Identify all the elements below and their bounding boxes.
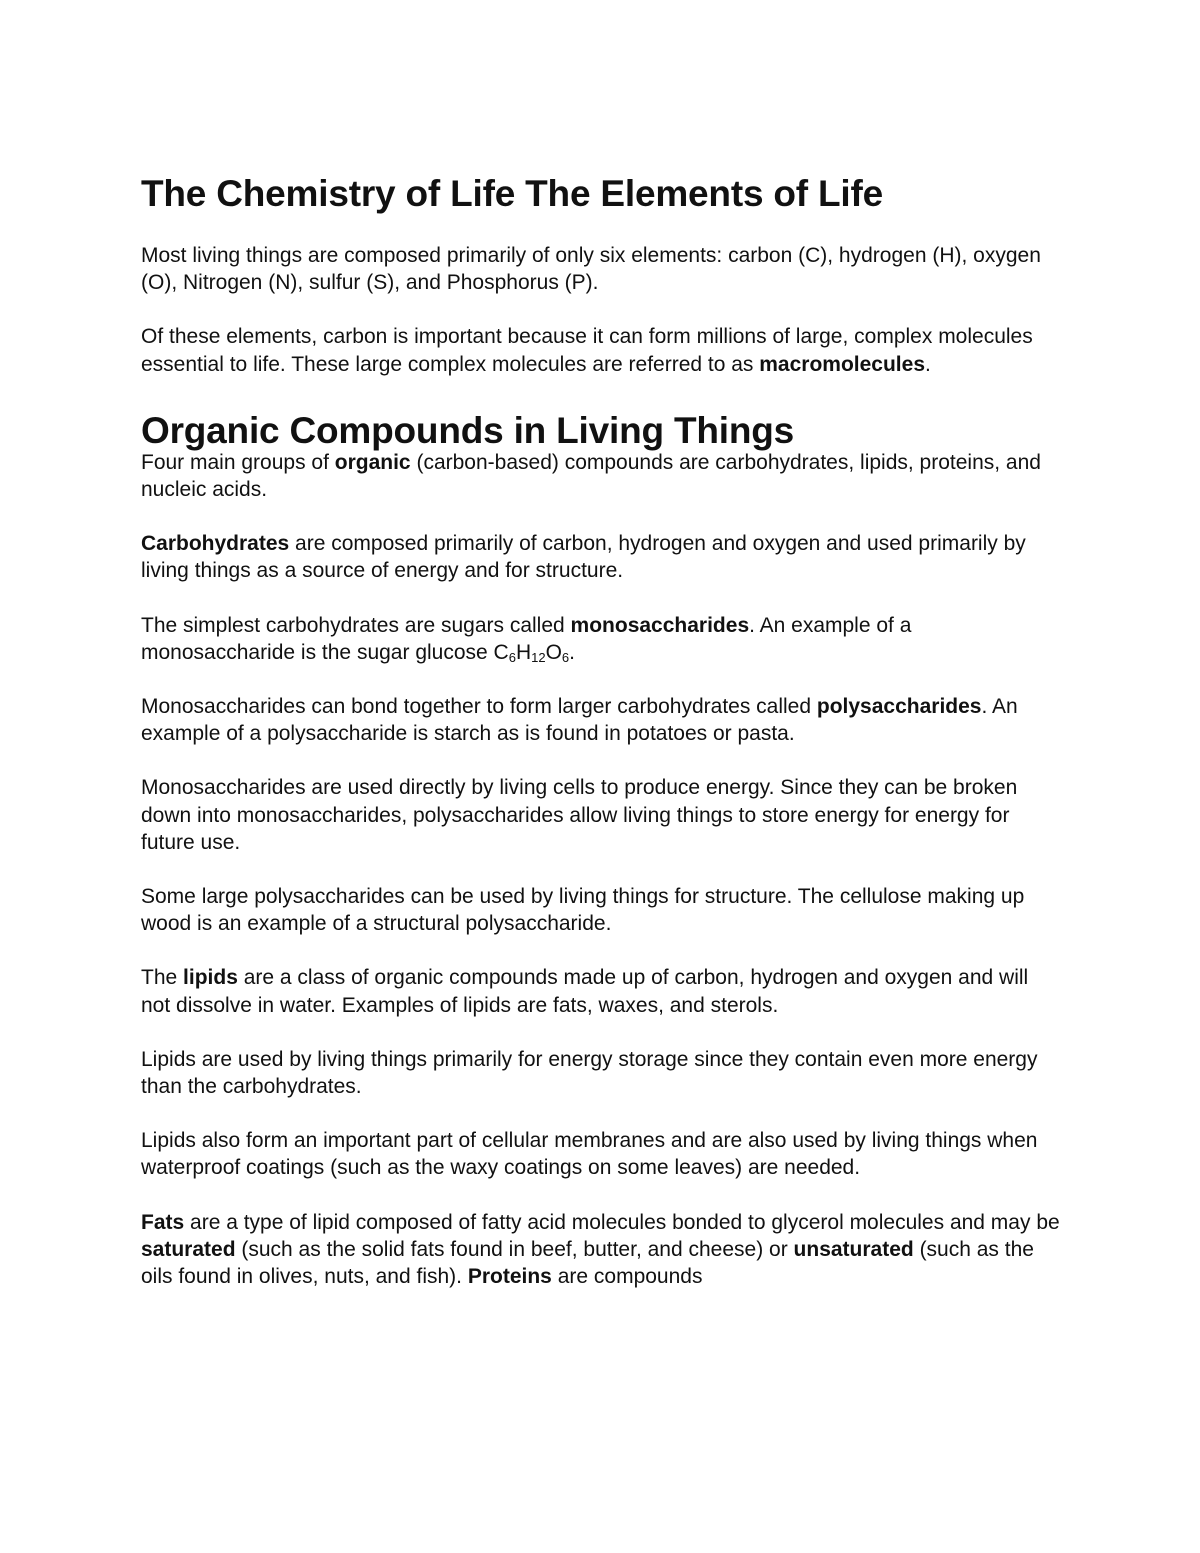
text-run: H — [515, 640, 532, 664]
text-run: Monosaccharides can bond together to form larger carbohydrates called — [141, 695, 817, 719]
text-run: Four main groups of — [141, 450, 335, 474]
paragraph-monosaccharides — [141, 612, 1061, 666]
paragraph-lipid-membranes: Lipids also form an important part of cellular membranes and are also used by living things when waterproof coatings (such as the waxy coatings on some leaves) are needed. — [141, 1129, 1038, 1180]
term-unsaturated: unsaturated — [793, 1237, 914, 1261]
paragraph-carbon-macromolecules — [141, 323, 1061, 377]
text-run: O — [545, 640, 562, 664]
subscript: 6 — [561, 649, 570, 665]
text-run: . An example of a polysaccharide is starch as is found in potatoes or pasta. — [141, 695, 1018, 746]
text-run: are compounds — [551, 1265, 703, 1289]
term-monosaccharides: monosaccharides — [570, 613, 750, 637]
page-title: The Chemistry of Life The Elements of Life — [141, 173, 883, 214]
paragraph-organic-groups — [141, 449, 1061, 503]
paragraph-fats-proteins — [141, 1209, 1061, 1291]
subscript: 6 — [508, 649, 516, 665]
text-run: are a class of organic compounds made up of carbon, hydrogen and oxygen and will not dissolve in water. Examples of lipids are fats, waxes, and sterols. — [141, 966, 1029, 1017]
paragraph-six-elements: Most living things are composed primarily of only six elements: carbon (C), hydrogen (H), oxygen (O), Nitrogen (N), sulfur (S), and Phosphorus (P). — [141, 244, 1041, 295]
term-organic: organic — [334, 450, 411, 474]
term-saturated: saturated — [141, 1237, 236, 1261]
term-lipids: lipids — [183, 966, 238, 990]
text-run: are composed primarily of carbon, hydrogen and oxygen and used primarily by living things as a source of energy and for structure. — [141, 532, 1026, 583]
paragraph-structural-polysaccharide: Some large polysaccharides can be used by living things for structure. The cellulose making up wood is an example of a structural polysaccharide. — [141, 885, 1025, 936]
text-run: (such as the solid fats found in beef, butter, and cheese) or — [235, 1237, 794, 1261]
document-body — [141, 166, 1061, 1290]
text-run: . An example of a monosaccharide is the sugar glucose C — [141, 613, 912, 664]
paragraph-energy-storage: Monosaccharides are used directly by living cells to produce energy. Since they can be broken down into monosaccharides, polysaccharides allow living things to store energy for energy for future use. — [141, 776, 1018, 854]
text-run: The — [141, 966, 184, 990]
paragraph-polysaccharides — [141, 693, 1061, 747]
paragraph-lipids — [141, 964, 1061, 1018]
term-macromolecules: macromolecules — [759, 352, 925, 376]
text-run: (such as the oils found in olives, nuts, and fish). — [141, 1237, 1034, 1289]
text-run: . — [569, 640, 575, 664]
paragraph-carbohydrates — [141, 530, 1061, 584]
section-heading: Organic Compounds in Living Things — [141, 409, 795, 451]
subscript: 12 — [531, 649, 546, 665]
term-proteins: Proteins — [467, 1265, 552, 1289]
term-fats: Fats — [141, 1210, 185, 1234]
term-polysaccharides: polysaccharides — [816, 695, 982, 719]
term-carbohydrates: Carbohydrates — [141, 532, 290, 556]
text-run: The simplest carbohydrates are sugars called — [141, 613, 571, 637]
text-run: Of these elements, carbon is important because it can form millions of large, complex molecules essential to life. These large complex molecules are referred to as — [141, 325, 1033, 376]
text-run: are a type of lipid composed of fatty acid molecules bonded to glycerol molecules and may be — [184, 1210, 1060, 1234]
paragraph-lipid-energy: Lipids are used by living things primarily for energy storage since they contain even more energy than the carbohydrates. — [141, 1047, 1038, 1099]
text-run: . — [925, 352, 931, 376]
text-run: (carbon-based) compounds are carbohydrates, lipids, proteins, and nucleic acids. — [141, 450, 1041, 502]
